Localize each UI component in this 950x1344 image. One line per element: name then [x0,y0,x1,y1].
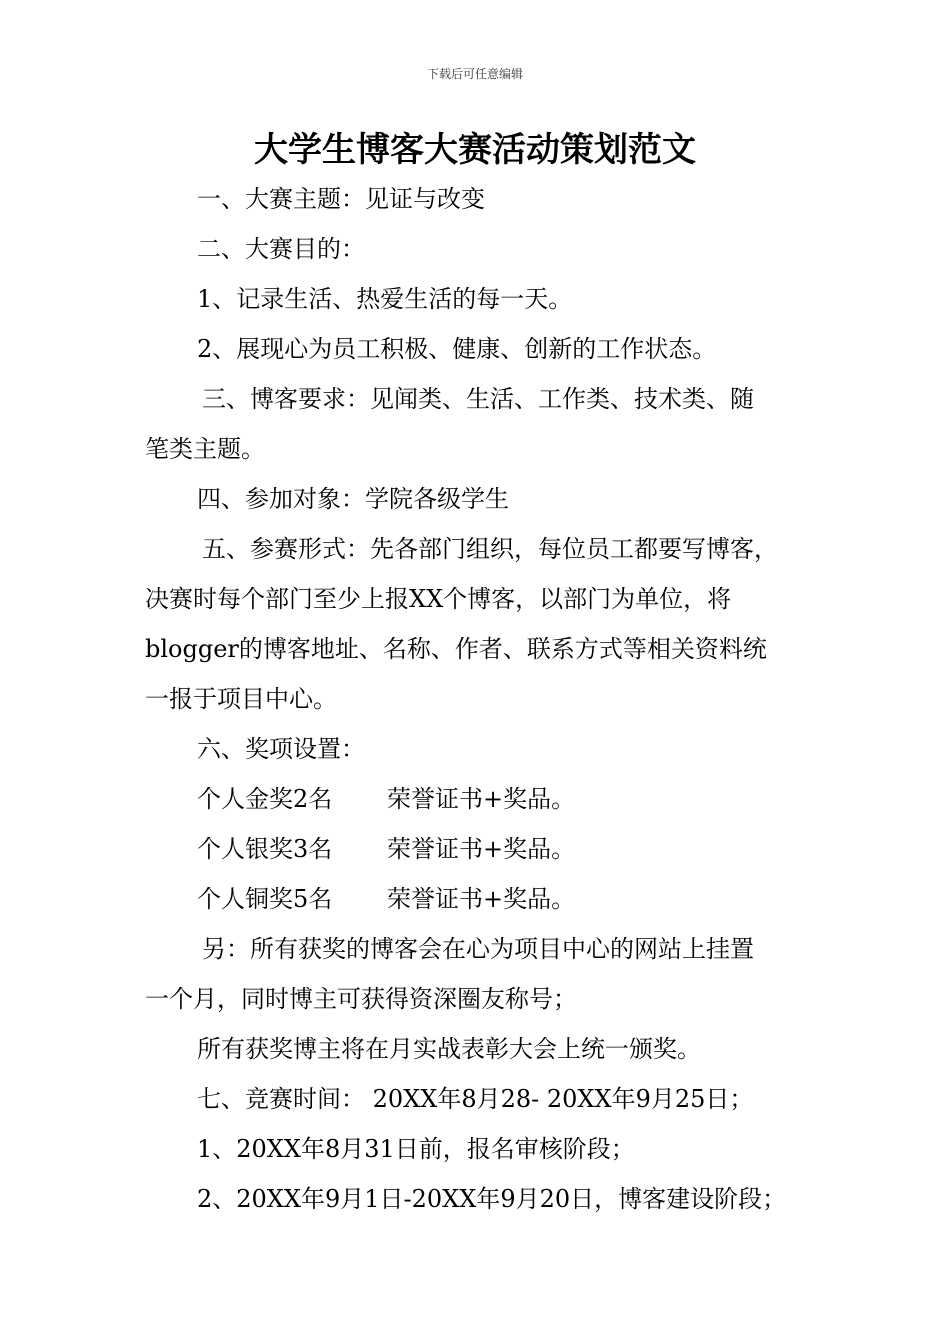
award-name: 个人金奖2名 [197,785,333,813]
goal-item-1: 1、记录生活、热爱生活的每一天。 [197,285,573,313]
section-target: 四、参加对象：学院各级学生 [197,485,509,513]
award-prize: 荣誉证书+奖品。 [387,835,576,863]
award-prize: 荣誉证书+奖品。 [387,885,576,913]
section-form-line-2: 决赛时每个部门至少上报XX个博客，以部门为单位，将 [145,585,732,613]
awards-note-line-3: 所有获奖博主将在月实战表彰大会上统一颁奖。 [197,1035,701,1063]
awards-note-line-1: 另：所有获奖的博客会在心为项目中心的网站上挂置 [202,935,754,963]
time-item-1: 1、20XX年8月31日前，报名审核阶段； [197,1135,635,1163]
section-form-line-4: 一报于项目中心。 [145,685,337,713]
document-title: 大学生博客大赛活动策划范文 [254,130,696,170]
award-row-silver [145,824,810,874]
section-goal-heading: 二、大赛目的： [197,235,365,263]
awards-note-line-2: 一个月，同时博主可获得资深圈友称号； [145,985,577,1013]
award-prize: 荣誉证书+奖品。 [387,785,576,813]
header-note: 下载后可任意编辑 [426,67,523,81]
section-theme: 一、大赛主题：见证与改变 [197,185,485,213]
award-name: 个人铜奖5名 [197,885,333,913]
award-row-bronze [145,874,810,924]
award-name: 个人银奖3名 [197,835,333,863]
section-time-heading: 七、竞赛时间： 20XX年8月28- 20XX年9月25日； [197,1085,754,1113]
goal-item-2: 2、展现心为员工积极、健康、创新的工作状态。 [197,335,717,363]
section-requirements-line-2: 笔类主题。 [145,435,265,463]
section-requirements-line-1: 三、博客要求：见闻类、生活、工作类、技术类、随 [202,385,754,413]
section-awards-heading: 六、奖项设置： [197,735,365,763]
section-form-line-1: 五、参赛形式：先各部门组织，每位员工都要写博客， [202,535,778,563]
document-body [145,174,810,1224]
time-item-2: 2、20XX年9月1日-20XX年9月20日，博客建设阶段； [197,1185,787,1213]
section-form-line-3: blogger的博客地址、名称、作者、联系方式等相关资料统 [145,635,767,663]
award-row-gold [145,774,810,824]
